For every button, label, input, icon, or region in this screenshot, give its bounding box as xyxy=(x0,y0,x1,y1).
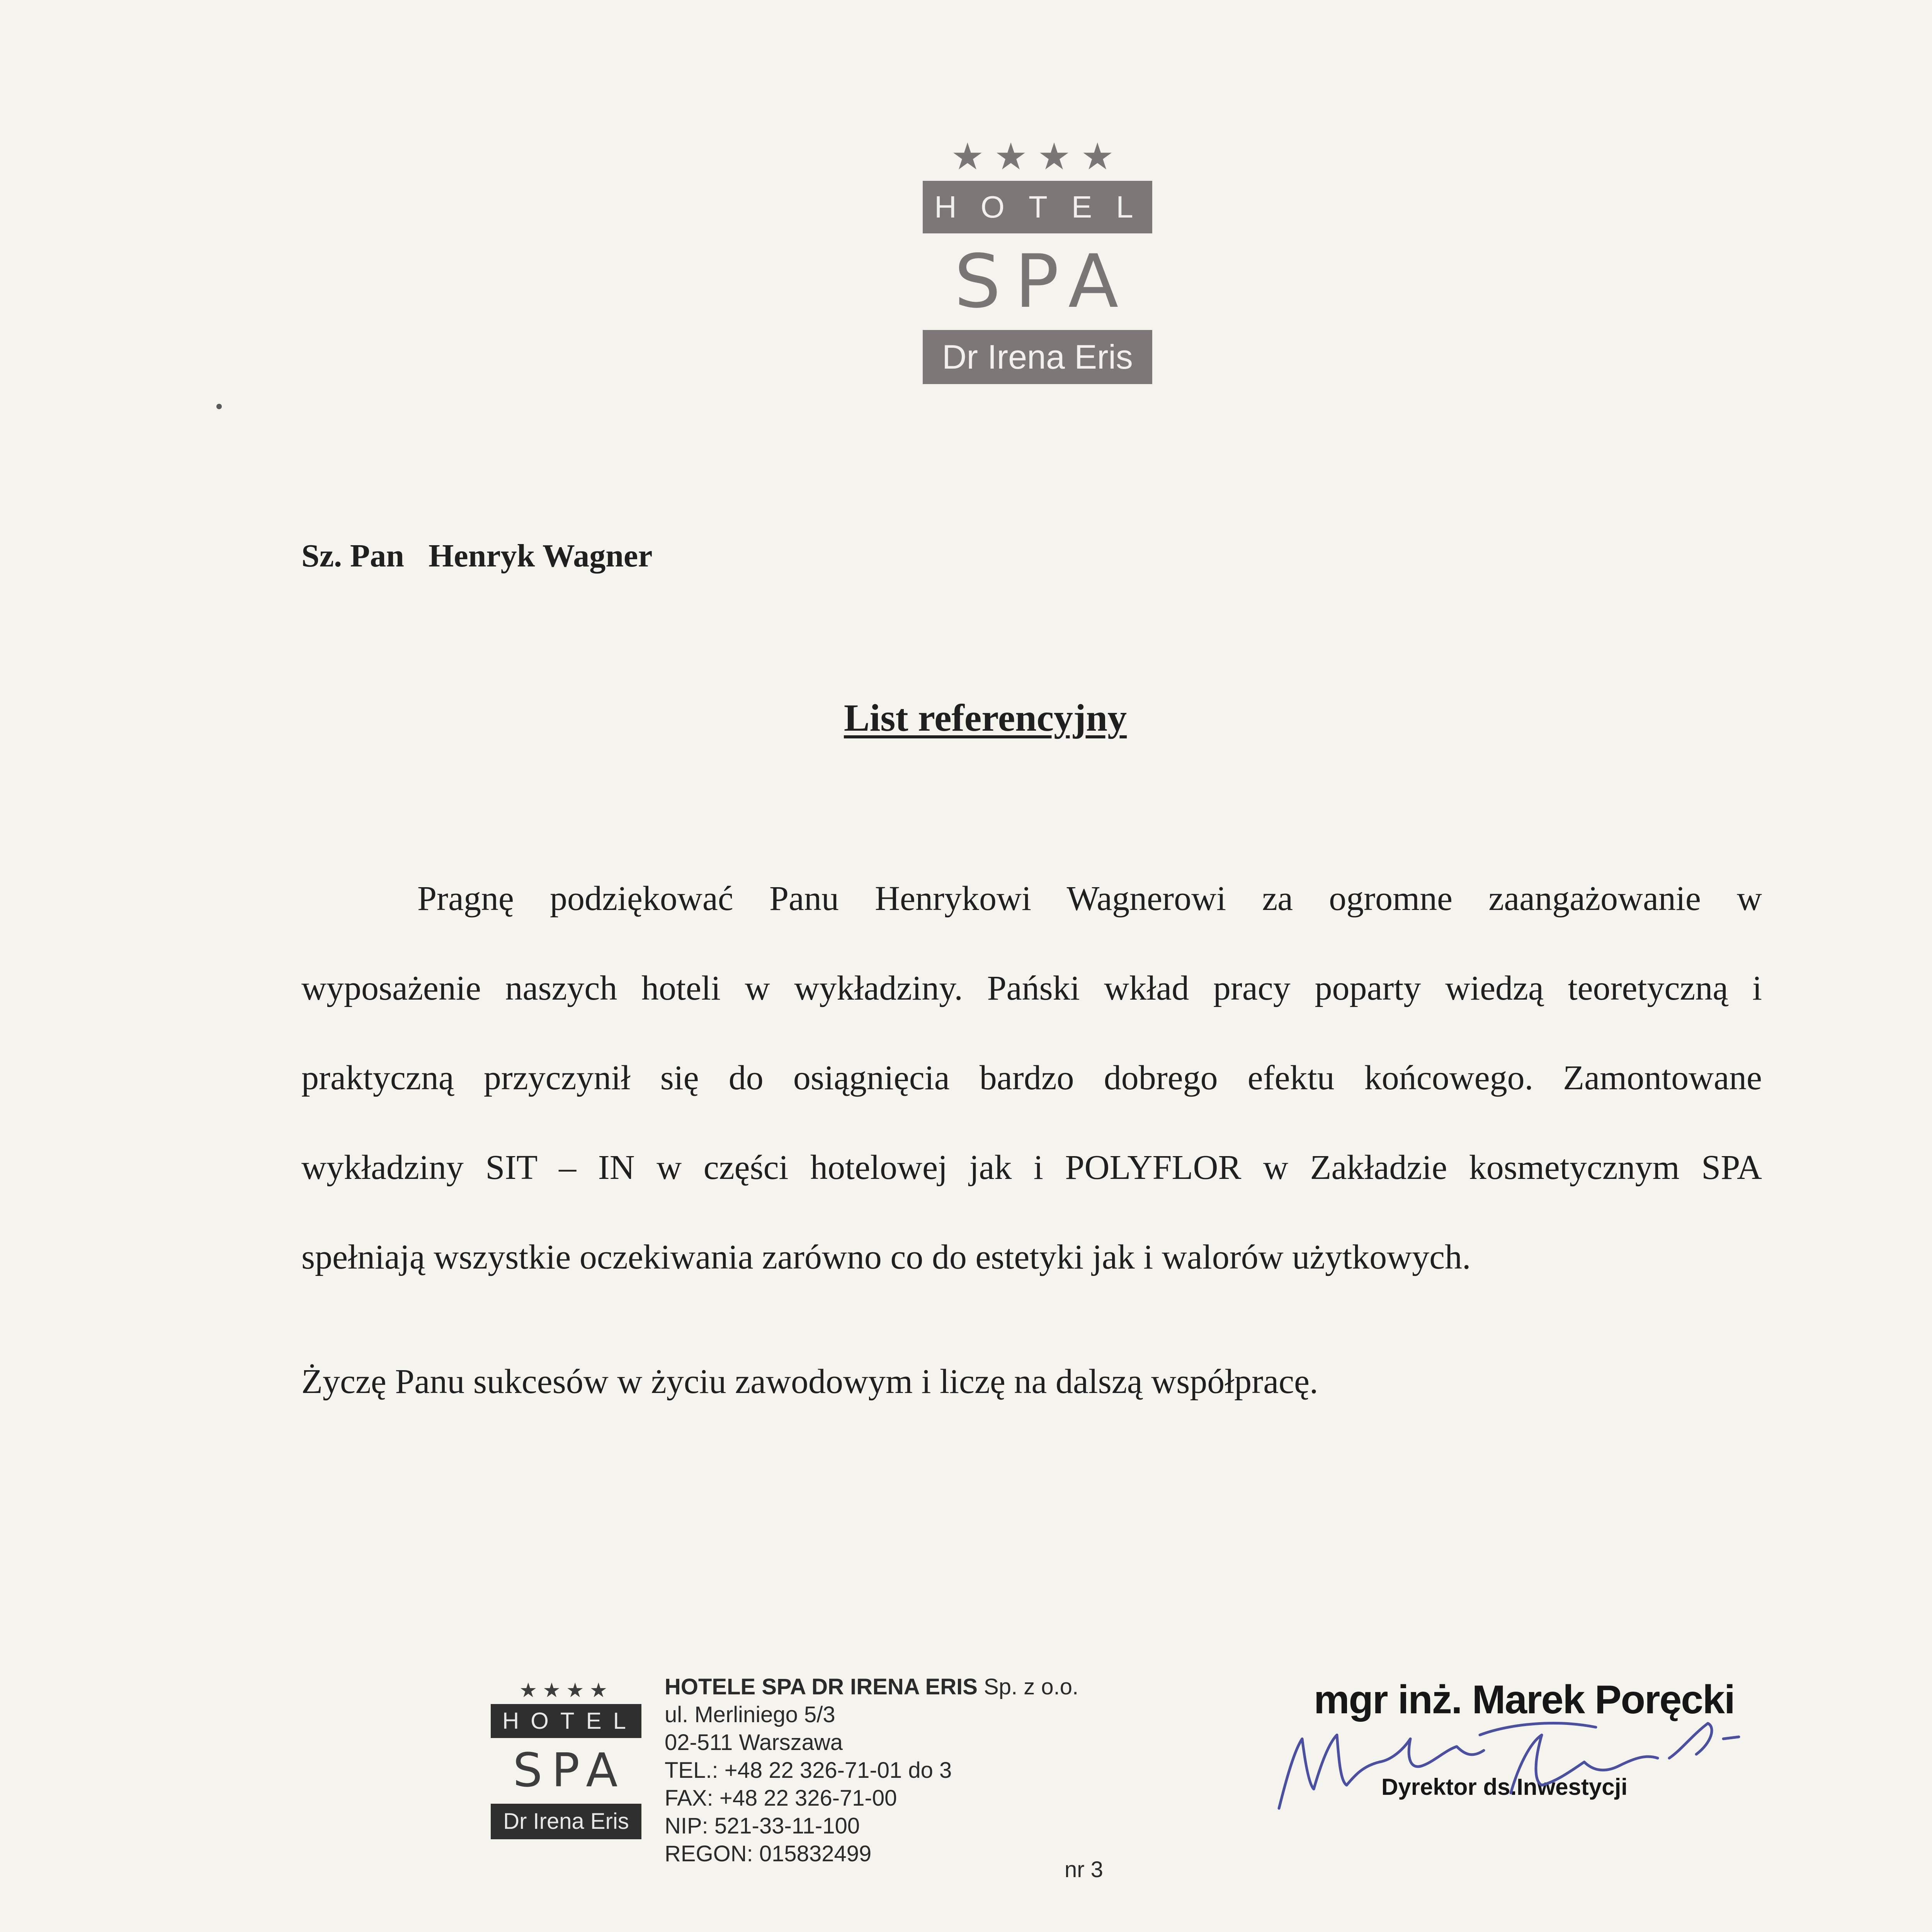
logo-spa-label: SPA xyxy=(954,239,1133,324)
stamp-company-line xyxy=(665,1673,1078,1701)
stamp-regon: REGON: 015832499 xyxy=(665,1841,872,1866)
logo-stars: ★★★★ xyxy=(951,135,1124,178)
paragraph-line: wykładziny SIT – IN w części hotelowej jak i POLYFLOR w Zakładzie kosmetycznym SPA xyxy=(301,1148,1762,1187)
scan-speck xyxy=(216,404,222,409)
signature-stroke xyxy=(1669,1723,1712,1758)
hotel-logo xyxy=(922,135,1157,384)
signature-stroke xyxy=(1723,1737,1739,1739)
signature-stroke xyxy=(1279,1735,1379,1808)
paragraph-line: praktyczną przyczynił się do osiągnięcia bardzo dobrego efektu końcowego. Zamontowane xyxy=(301,1059,1762,1097)
signature-stroke xyxy=(1379,1739,1484,1767)
company-stamp xyxy=(665,1673,1078,1868)
letter-paragraph-2 xyxy=(301,1337,1762,1427)
letter-paragraph-1 xyxy=(301,854,1762,1302)
stamp-city: 02-511 Warszawa xyxy=(665,1730,843,1755)
stamp-hotel-label: HOTEL xyxy=(491,1704,641,1738)
paragraph-line: Życzę Panu sukcesów w życiu zawodowym i liczę na dalszą współpracę. xyxy=(301,1362,1318,1401)
stamp-tel: TEL.: +48 22 326-71-01 do 3 xyxy=(665,1758,952,1783)
stamp-brand-label: Dr Irena Eris xyxy=(491,1804,641,1839)
stamp-spa-label: SPA xyxy=(513,1744,627,1798)
stamp-street: ul. Merliniego 5/3 xyxy=(665,1702,835,1727)
stamp-stars: ★★★★ xyxy=(519,1679,613,1702)
stamp-nip: NIP: 521-33-11-100 xyxy=(665,1813,860,1838)
recipient: Sz. Pan Henryk Wagner xyxy=(301,538,653,574)
logo-hotel-label: HOTEL xyxy=(923,181,1152,233)
stamp-logo xyxy=(491,1677,641,1839)
stamp-number: nr 3 xyxy=(1065,1857,1103,1882)
letter-subject-text: List referencyjny xyxy=(844,696,1127,739)
paragraph-line: wyposażenie naszych hoteli w wykładziny. Pański wkład pracy poparty wiedzą teoretyczną i xyxy=(301,969,1762,1007)
signature-stroke xyxy=(1480,1723,1596,1735)
stamp-company-name: HOTELE SPA DR IRENA ERIS xyxy=(665,1674,978,1699)
stamp-company-suffix: Sp. z o.o. xyxy=(977,1674,1079,1699)
signatory-name: mgr inż. Marek Poręcki xyxy=(1314,1677,1735,1722)
handwritten-signature xyxy=(1264,1692,1750,1820)
stamp-fax: FAX: +48 22 326-71-00 xyxy=(665,1786,897,1811)
paragraph-line: Pragnę podziękować Panu Henrykowi Wagnerowi za ogromne zaangażowanie w xyxy=(417,879,1762,918)
logo-brand-label: Dr Irena Eris xyxy=(923,330,1152,384)
signatory-title: Dyrektor ds.Inwestycji xyxy=(1381,1774,1628,1800)
paragraph-line: spełniają wszystkie oczekiwania zarówno co do estetyki jak i walorów użytkowych. xyxy=(301,1238,1471,1276)
signature-stroke xyxy=(1511,1735,1658,1793)
letter-subject xyxy=(0,696,1932,740)
